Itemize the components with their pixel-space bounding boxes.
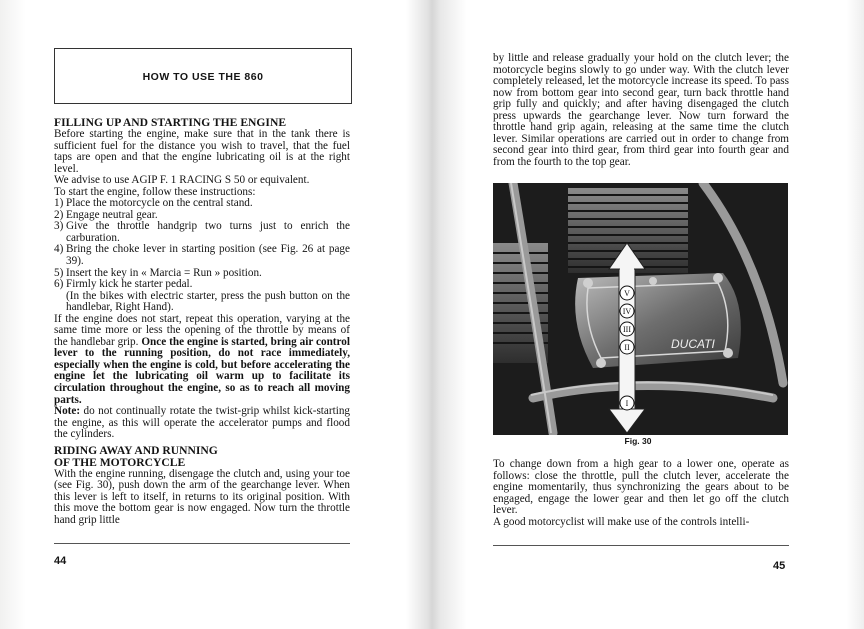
title-box: [54, 48, 352, 104]
list-item: 4) Bring the choke lever in starting position (see Fig. 26 at page 39).: [54, 243, 350, 268]
left-text-column: [54, 117, 350, 527]
list-item: 1) Place the motorcycle on the central stand.: [54, 197, 253, 210]
paragraph-controls: A good motorcyclist will make use of the controls intelli-: [493, 515, 750, 528]
paragraph-engine-start: If the engine does not start, repeat this operation, varying at the same time more or less the opening of the throttle by means of the handlebar grip. Once the engine is started, bring air control lever to the running position, do not race immediately, especially when the engine is cold, but before accelerating the engine let the lubricating oil warm up to facilitate its circulation throughout the engine, so as to reach all moving parts.: [54, 312, 350, 406]
gear-shift-diagram: [493, 183, 788, 435]
paragraph-oil-advice: We advise to use AGIP F. 1 RACING S 50 or equivalent.: [54, 174, 310, 187]
bold-warning: Once the engine is started, bring air control lever to the running position, do not race immediately, especially when the engine is cold, but before accelerating the engine let the lubricating oil warm up to facilitate its circulation throughout the engine, so as to reach all moving parts.: [54, 335, 350, 406]
starting-steps-list: [54, 198, 350, 313]
paragraph-instructions-intro: To start the engine, follow these instructions:: [54, 185, 256, 198]
footer-rule-right: [493, 545, 789, 546]
paragraph-first-gear: With the engine running, disengage the clutch and, using your toe (see Fig. 30), push down the arm of the gearchange lever. When this lever is left to itself, in returns to its original position. With this move the bottom gear is now engaged. Now turn the throttle hand grip little: [54, 467, 350, 526]
right-text-column-top: [493, 53, 789, 168]
paragraph-shifting-up: by little and release gradually your hold on the clutch lever; the motorcycle begins slowly to go under way. With the clutch lever completely released, let the motorcycle increase its speed. To pass now from bottom gear into second gear, turn back throttle hand grip fully and quickly; and after having disengaged the clutch press upwards the gearchange lever. Now turn forward the throttle hand grip again, releasing at the same time the clutch lever. Similar operations are carried out in order to change from second gear into third gear, from third gear into fourth gear and from the fourth to the top gear.: [493, 52, 789, 168]
footer-rule: [54, 543, 350, 544]
list-item: 2) Engage neutral gear.: [54, 208, 158, 221]
list-item: 5) Insert the key in « Marcia = Run » position.: [54, 266, 262, 279]
page-title: HOW TO USE THE 860: [142, 71, 264, 83]
figure-caption: Fig. 30: [624, 436, 652, 446]
paragraph-note: Note: do not continually rotate the twist-grip whilst kick-starting the engine, as this will operate the accelerator pumps and flood the cylinders.: [54, 405, 351, 441]
paragraph-fuel-check: Before starting the engine, make sure that in the tank there is sufficient fuel for the distance you wish to travel, that the fuel taps are open and that the engine lubricating oil is at the right level.: [54, 128, 350, 175]
figure-30-photo: [493, 183, 788, 435]
gear-v-label: V: [624, 289, 630, 298]
list-item: 3) Give the throttle handgrip two turns just to enrich the carburation.: [54, 220, 350, 244]
gear-iii-label: III: [623, 325, 631, 334]
paragraph-shifting-down: To change down from a high gear to a lower one, operate as follows: close the throttle, pull the clutch lever, accelerate the engine momentarily, thus synchronizing the gears about to be engaged, engage the lower gear and then let go off the clutch lever.: [493, 458, 789, 517]
gear-iv-label: IV: [622, 307, 632, 316]
gear-ii-label: II: [624, 343, 630, 352]
page-number-left: 44: [54, 555, 67, 567]
section-heading-filling: FILLING UP AND STARTING THE ENGINE: [54, 116, 287, 129]
page-number-right: 45: [773, 560, 786, 572]
note-label: Note:: [54, 405, 81, 418]
gearbox-cover: [575, 273, 741, 368]
list-item: 6) Firmly kick he starter pedal.: [54, 278, 193, 291]
section-heading-riding: RIDING AWAY AND RUNNING OF THE MOTORCYCLE: [54, 443, 218, 469]
list-item: [54, 291, 350, 314]
gear-i-label: I: [625, 399, 629, 408]
brand-logo-text: DUCATI: [671, 337, 715, 351]
right-text-column-bottom: [493, 459, 789, 528]
step6-note: (In the bikes with electric starter, press the push button on the handlebar, Right Hand).: [66, 289, 350, 314]
